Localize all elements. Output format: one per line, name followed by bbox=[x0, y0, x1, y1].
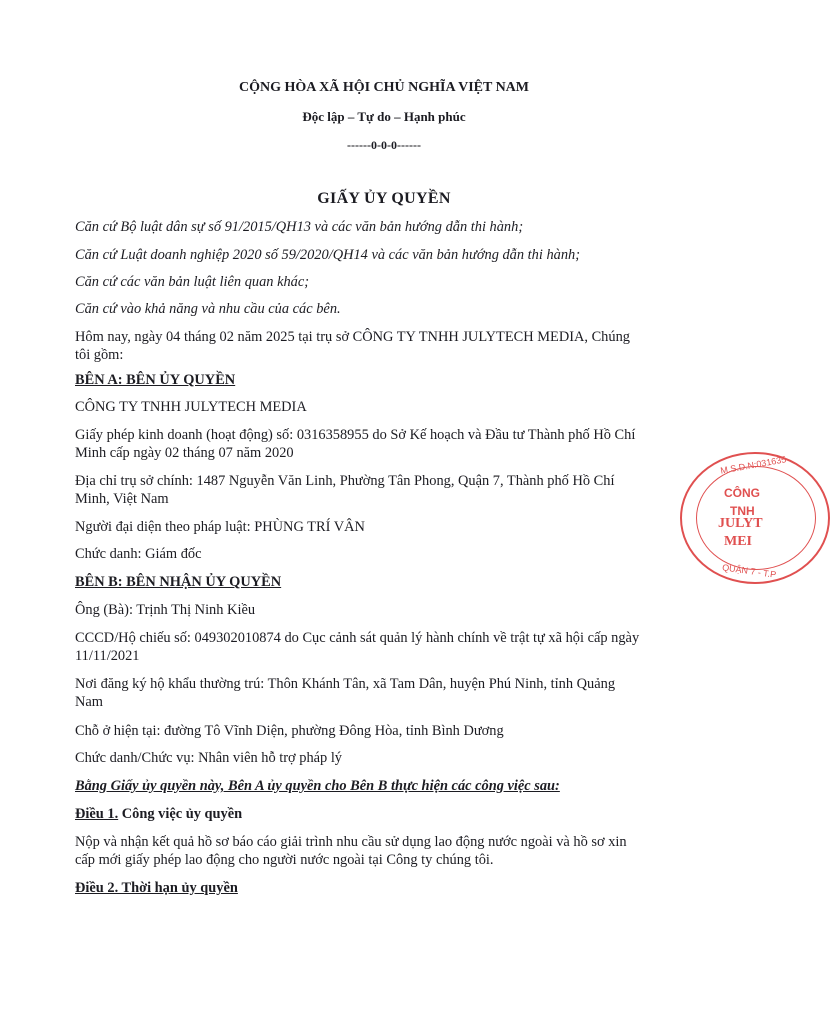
national-motto: Độc lập – Tự do – Hạnh phúc bbox=[302, 109, 466, 124]
seal-top-arc-text: M.S.D.N:031635 bbox=[719, 454, 787, 476]
party-b-name: Ông (Bà): Trịnh Thị Ninh Kiều bbox=[75, 602, 256, 618]
party-b-role: Chức danh/Chức vụ: Nhân viên hỗ trợ pháp lý bbox=[75, 750, 343, 766]
party-a-address: Địa chỉ trụ sở chính: 1487 Nguyễn Văn Linh, Phường Tân Phong, Quận 7, Thành phố Hồ Chí Minh, Việt Nam bbox=[75, 473, 615, 507]
company-seal-stamp bbox=[680, 452, 830, 584]
article-1-label: Điều 1. bbox=[75, 806, 119, 822]
party-a-representative: Người đại diện theo pháp luật: PHÙNG TRÍ VÂN bbox=[75, 519, 365, 535]
header-divider: ------0-0-0------ bbox=[347, 138, 421, 152]
party-b-residence: Nơi đăng ký hộ khẩu thường trú: Thôn Khánh Tân, xã Tam Dân, huyện Phú Ninh, tỉnh Quảng Nam bbox=[75, 676, 616, 710]
basis-line-4: Căn cứ vào khả năng và nhu cầu của các bên. bbox=[75, 301, 341, 317]
national-title: CỘNG HÒA XÃ HỘI CHỦ NGHĨA VIỆT NAM bbox=[238, 80, 529, 95]
party-a-license: Giấy phép kinh doanh (hoạt động) số: 0316358955 do Sở Kế hoạch và Đầu tư Thành phố Hồ Chí Minh cấp ngày 02 tháng 07 năm 2020 bbox=[75, 427, 636, 461]
article-1-heading bbox=[75, 805, 645, 823]
seal-line-4: MEI bbox=[724, 534, 752, 549]
party-a-heading: BÊN A: BÊN ỦY QUYỀN bbox=[75, 372, 236, 388]
authorization-statement: Bằng Giấy ủy quyền này, Bên A ủy quyền cho Bên B thực hiện các công việc sau: bbox=[75, 778, 560, 794]
article-1-title: Công việc ủy quyền bbox=[118, 806, 243, 822]
party-b-current-address: Chỗ ở hiện tại: đường Tô Vĩnh Diện, phường Đông Hòa, tỉnh Bình Dương bbox=[75, 723, 504, 739]
party-a-company: CÔNG TY TNHH JULYTECH MEDIA bbox=[75, 399, 307, 415]
seal-bottom-arc-text: QUẬN 7 - T.P bbox=[721, 562, 777, 580]
intro-paragraph: Hôm nay, ngày 04 tháng 02 năm 2025 tại trụ sở CÔNG TY TNHH JULYTECH MEDIA, Chúng tôi gồm: bbox=[75, 329, 630, 363]
party-b-id: CCCD/Hộ chiếu số: 049302010874 do Cục cảnh sát quản lý hành chính về trật tự xã hội cấp ngày 11/11/2021 bbox=[75, 630, 640, 664]
article-1-body: Nộp và nhận kết quả hồ sơ báo cáo giải trình nhu cầu sử dụng lao động nước ngoài và hồ sơ xin cấp mới giấy phép lao động cho người nước ngoài tại Công ty chúng tôi. bbox=[75, 834, 627, 868]
basis-line-1: Căn cứ Bộ luật dân sự số 91/2015/QH13 và các văn bản hướng dẫn thi hành; bbox=[75, 219, 524, 235]
party-a-position: Chức danh: Giám đốc bbox=[75, 546, 202, 562]
document-title: GIẤY ỦY QUYỀN bbox=[317, 190, 451, 207]
seal-line-3: JULYT bbox=[718, 516, 763, 531]
party-b-heading: BÊN B: BÊN NHẬN ỦY QUYỀN bbox=[75, 574, 282, 590]
article-2-heading: Điều 2. Thời hạn ủy quyền bbox=[75, 880, 238, 896]
seal-line-1: CÔNG bbox=[724, 486, 760, 500]
basis-line-2: Căn cứ Luật doanh nghiệp 2020 số 59/2020/QH14 và các văn bản hướng dẫn thi hành; bbox=[75, 247, 581, 263]
seal-line-2: TNH bbox=[730, 504, 755, 518]
basis-line-3: Căn cứ các văn bản luật liên quan khác; bbox=[75, 274, 310, 290]
